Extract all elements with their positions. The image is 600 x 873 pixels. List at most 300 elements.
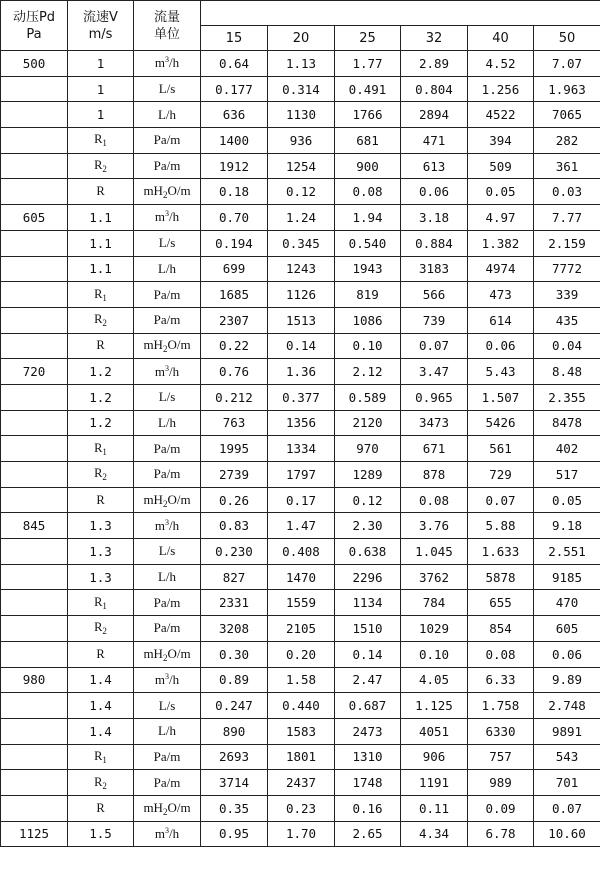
cell-value-size-50: 0.06 (534, 641, 600, 667)
cell-value-size-15: 2331 (201, 590, 268, 616)
cell-velocity: R (68, 333, 134, 359)
cell-value-size-40: 561 (468, 436, 534, 462)
cell-value-size-50: 470 (534, 590, 600, 616)
cell-dynamic-pressure: 845 (1, 513, 68, 539)
cell-value-size-50: 701 (534, 770, 600, 796)
cell-value-size-50: 7065 (534, 102, 600, 128)
cell-velocity: $R_2$ (68, 770, 134, 796)
cell-value-size-20: 1130 (268, 102, 335, 128)
cell-value-size-40: 5.43 (468, 359, 534, 385)
cell-dynamic-pressure: 1125 (1, 821, 68, 847)
cell-unit: L/s (134, 76, 201, 102)
cell-value-size-32: 2894 (401, 102, 468, 128)
cell-unit: L/s (134, 384, 201, 410)
cell-value-size-25: 819 (335, 282, 401, 308)
cell-value-size-32: 471 (401, 128, 468, 154)
cell-value-size-25: 1766 (335, 102, 401, 128)
cell-unit: $mH_2O/m$ (134, 487, 201, 513)
cell-value-size-15: 0.22 (201, 333, 268, 359)
cell-dynamic-pressure (1, 770, 68, 796)
cell-value-size-32: 1.045 (401, 539, 468, 565)
cell-velocity: $R_2$ (68, 616, 134, 642)
cell-value-size-20: 0.23 (268, 795, 335, 821)
cell-dynamic-pressure (1, 102, 68, 128)
cell-value-size-20: 0.440 (268, 693, 335, 719)
cell-value-size-40: 6330 (468, 718, 534, 744)
cell-value-size-20: 1.58 (268, 667, 335, 693)
cell-unit: L/h (134, 102, 201, 128)
cell-unit: L/h (134, 410, 201, 436)
cell-value-size-32: 3183 (401, 256, 468, 282)
table-row (1, 153, 600, 179)
table-row (1, 693, 600, 719)
cell-value-size-25: 900 (335, 153, 401, 179)
cell-value-size-50: 1.963 (534, 76, 600, 102)
cell-value-size-32: 3.47 (401, 359, 468, 385)
cell-value-size-50: 7772 (534, 256, 600, 282)
cell-value-size-15: 0.177 (201, 76, 268, 102)
cell-value-size-20: 1.36 (268, 359, 335, 385)
header-velocity-line1: 流速V (83, 9, 118, 25)
cell-unit: Pa/m (134, 153, 201, 179)
cell-value-size-20: 1583 (268, 718, 335, 744)
cell-dynamic-pressure (1, 744, 68, 770)
cell-value-size-15: 827 (201, 564, 268, 590)
cell-dynamic-pressure (1, 230, 68, 256)
cell-value-size-25: 0.638 (335, 539, 401, 565)
cell-value-size-32: 671 (401, 436, 468, 462)
cell-value-size-32: 878 (401, 462, 468, 488)
cell-value-size-40: 4.97 (468, 205, 534, 231)
cell-value-size-40: 5426 (468, 410, 534, 436)
cell-value-size-32: 0.08 (401, 487, 468, 513)
cell-value-size-20: 2437 (268, 770, 335, 796)
cell-value-size-32: 1029 (401, 616, 468, 642)
cell-unit: L/s (134, 693, 201, 719)
cell-velocity: $R_2$ (68, 462, 134, 488)
cell-value-size-15: 699 (201, 256, 268, 282)
cell-dynamic-pressure (1, 693, 68, 719)
cell-value-size-50: 8478 (534, 410, 600, 436)
table-row (1, 256, 600, 282)
cell-value-size-32: 613 (401, 153, 468, 179)
table-row (1, 641, 600, 667)
cell-unit: Pa/m (134, 436, 201, 462)
cell-unit: $m^3/h$ (134, 667, 201, 693)
cell-value-size-50: 543 (534, 744, 600, 770)
cell-value-size-15: 2739 (201, 462, 268, 488)
cell-value-size-20: 1.70 (268, 821, 335, 847)
table-row (1, 539, 600, 565)
cell-dynamic-pressure (1, 282, 68, 308)
cell-value-size-25: 1289 (335, 462, 401, 488)
cell-value-size-20: 0.377 (268, 384, 335, 410)
cell-velocity: $R_2$ (68, 307, 134, 333)
cell-dynamic-pressure (1, 436, 68, 462)
cell-value-size-20: 1559 (268, 590, 335, 616)
cell-value-size-15: 0.194 (201, 230, 268, 256)
cell-unit: Pa/m (134, 307, 201, 333)
header-size-15: 15 (201, 26, 268, 51)
cell-value-size-32: 3.18 (401, 205, 468, 231)
cell-velocity: 1 (68, 102, 134, 128)
header-size-25: 25 (335, 26, 401, 51)
cell-unit: L/h (134, 256, 201, 282)
cell-unit: L/h (134, 718, 201, 744)
cell-value-size-40: 4522 (468, 102, 534, 128)
cell-dynamic-pressure (1, 616, 68, 642)
cell-value-size-25: 0.491 (335, 76, 401, 102)
cell-value-size-50: 9.89 (534, 667, 600, 693)
cell-dynamic-pressure (1, 410, 68, 436)
cell-value-size-50: 0.05 (534, 487, 600, 513)
cell-value-size-40: 614 (468, 307, 534, 333)
cell-unit: Pa/m (134, 282, 201, 308)
cell-value-size-25: 1134 (335, 590, 401, 616)
cell-value-size-25: 2.47 (335, 667, 401, 693)
cell-value-size-40: 729 (468, 462, 534, 488)
cell-value-size-40: 6.78 (468, 821, 534, 847)
cell-velocity: 1.1 (68, 205, 134, 231)
header-size-50: 50 (534, 26, 600, 51)
cell-unit: $m^3/h$ (134, 205, 201, 231)
cell-value-size-15: 3714 (201, 770, 268, 796)
cell-value-size-32: 0.965 (401, 384, 468, 410)
cell-unit: Pa/m (134, 616, 201, 642)
cell-value-size-40: 473 (468, 282, 534, 308)
cell-value-size-50: 10.60 (534, 821, 600, 847)
cell-dynamic-pressure (1, 333, 68, 359)
table-row (1, 230, 600, 256)
cell-velocity: 1.4 (68, 667, 134, 693)
cell-value-size-15: 0.26 (201, 487, 268, 513)
table-row (1, 128, 600, 154)
cell-value-size-15: 0.83 (201, 513, 268, 539)
cell-value-size-40: 6.33 (468, 667, 534, 693)
cell-value-size-25: 0.589 (335, 384, 401, 410)
table-row (1, 744, 600, 770)
cell-value-size-15: 0.230 (201, 539, 268, 565)
cell-dynamic-pressure (1, 76, 68, 102)
cell-value-size-20: 1126 (268, 282, 335, 308)
cell-value-size-25: 0.08 (335, 179, 401, 205)
cell-value-size-40: 5878 (468, 564, 534, 590)
cell-value-size-20: 1470 (268, 564, 335, 590)
header-flow-unit-line2: 单位 (153, 26, 180, 42)
cell-unit: Pa/m (134, 462, 201, 488)
cell-velocity: $R_1$ (68, 436, 134, 462)
cell-value-size-15: 2307 (201, 307, 268, 333)
cell-value-size-25: 2.65 (335, 821, 401, 847)
cell-dynamic-pressure (1, 128, 68, 154)
table-row (1, 564, 600, 590)
table-row (1, 102, 600, 128)
cell-value-size-20: 1801 (268, 744, 335, 770)
cell-value-size-20: 0.345 (268, 230, 335, 256)
cell-value-size-20: 0.17 (268, 487, 335, 513)
cell-value-size-15: 890 (201, 718, 268, 744)
table-row (1, 487, 600, 513)
cell-value-size-40: 989 (468, 770, 534, 796)
cell-value-size-50: 0.03 (534, 179, 600, 205)
cell-unit: $m^3/h$ (134, 513, 201, 539)
cell-velocity: 1.3 (68, 513, 134, 539)
cell-value-size-15: 0.64 (201, 51, 268, 77)
cell-velocity: R (68, 179, 134, 205)
header-velocity-line2: m/s (88, 26, 113, 42)
cell-value-size-15: 2693 (201, 744, 268, 770)
table-row (1, 513, 600, 539)
cell-value-size-50: 7.77 (534, 205, 600, 231)
cell-value-size-25: 2296 (335, 564, 401, 590)
cell-value-size-25: 2.30 (335, 513, 401, 539)
cell-value-size-15: 0.212 (201, 384, 268, 410)
cell-velocity: 1.3 (68, 564, 134, 590)
cell-value-size-40: 509 (468, 153, 534, 179)
cell-value-size-50: 435 (534, 307, 600, 333)
cell-value-size-15: 3208 (201, 616, 268, 642)
cell-velocity: R (68, 795, 134, 821)
cell-value-size-40: 1.633 (468, 539, 534, 565)
cell-value-size-40: 5.88 (468, 513, 534, 539)
table-body (1, 51, 600, 847)
cell-dynamic-pressure (1, 539, 68, 565)
cell-value-size-50: 2.355 (534, 384, 600, 410)
cell-unit: Pa/m (134, 590, 201, 616)
table-row (1, 282, 600, 308)
table-row (1, 410, 600, 436)
cell-value-size-50: 7.07 (534, 51, 600, 77)
cell-velocity: 1.3 (68, 539, 134, 565)
cell-unit: $m^3/h$ (134, 359, 201, 385)
cell-value-size-40: 655 (468, 590, 534, 616)
cell-value-size-50: 9891 (534, 718, 600, 744)
cell-value-size-32: 4.34 (401, 821, 468, 847)
table-row (1, 384, 600, 410)
cell-value-size-20: 936 (268, 128, 335, 154)
cell-value-size-40: 0.08 (468, 641, 534, 667)
cell-dynamic-pressure (1, 641, 68, 667)
cell-dynamic-pressure: 605 (1, 205, 68, 231)
table-row (1, 359, 600, 385)
table-row (1, 590, 600, 616)
cell-unit: $m^3/h$ (134, 821, 201, 847)
cell-value-size-32: 3.76 (401, 513, 468, 539)
cell-velocity: $R_1$ (68, 282, 134, 308)
cell-velocity: $R_1$ (68, 590, 134, 616)
cell-velocity: $R_2$ (68, 153, 134, 179)
cell-value-size-15: 0.89 (201, 667, 268, 693)
cell-value-size-32: 4051 (401, 718, 468, 744)
cell-value-size-40: 757 (468, 744, 534, 770)
cell-dynamic-pressure (1, 307, 68, 333)
header-size-20: 20 (268, 26, 335, 51)
cell-value-size-20: 0.14 (268, 333, 335, 359)
cell-unit: $m^3/h$ (134, 51, 201, 77)
cell-value-size-25: 2120 (335, 410, 401, 436)
cell-value-size-50: 361 (534, 153, 600, 179)
cell-value-size-32: 1.125 (401, 693, 468, 719)
cell-dynamic-pressure (1, 795, 68, 821)
cell-dynamic-pressure (1, 487, 68, 513)
cell-velocity: 1.1 (68, 256, 134, 282)
cell-value-size-15: 0.76 (201, 359, 268, 385)
cell-value-size-25: 0.12 (335, 487, 401, 513)
table-row (1, 76, 600, 102)
cell-velocity: 1.4 (68, 693, 134, 719)
cell-velocity: 1.2 (68, 384, 134, 410)
cell-value-size-20: 1254 (268, 153, 335, 179)
cell-value-size-20: 0.408 (268, 539, 335, 565)
header-flow-unit-line1: 流量 (153, 9, 180, 25)
table-row (1, 436, 600, 462)
cell-velocity: 1 (68, 76, 134, 102)
table-row (1, 462, 600, 488)
cell-value-size-15: 1912 (201, 153, 268, 179)
cell-value-size-20: 1.47 (268, 513, 335, 539)
cell-value-size-25: 0.540 (335, 230, 401, 256)
cell-value-size-50: 339 (534, 282, 600, 308)
cell-value-size-50: 2.551 (534, 539, 600, 565)
cell-value-size-50: 282 (534, 128, 600, 154)
cell-value-size-32: 566 (401, 282, 468, 308)
cell-dynamic-pressure (1, 153, 68, 179)
cell-value-size-15: 0.247 (201, 693, 268, 719)
cell-value-size-32: 2.89 (401, 51, 468, 77)
cell-dynamic-pressure: 500 (1, 51, 68, 77)
table-row (1, 51, 600, 77)
cell-velocity: 1.1 (68, 230, 134, 256)
cell-value-size-40: 0.05 (468, 179, 534, 205)
table-row (1, 718, 600, 744)
cell-value-size-32: 906 (401, 744, 468, 770)
cell-value-size-25: 681 (335, 128, 401, 154)
cell-value-size-20: 0.314 (268, 76, 335, 102)
cell-unit: L/s (134, 539, 201, 565)
cell-unit: Pa/m (134, 128, 201, 154)
cell-value-size-25: 0.14 (335, 641, 401, 667)
cell-value-size-40: 0.06 (468, 333, 534, 359)
cell-dynamic-pressure (1, 590, 68, 616)
cell-value-size-25: 1.77 (335, 51, 401, 77)
cell-value-size-15: 636 (201, 102, 268, 128)
cell-value-size-25: 2.12 (335, 359, 401, 385)
cell-value-size-25: 1943 (335, 256, 401, 282)
cell-value-size-25: 0.16 (335, 795, 401, 821)
cell-value-size-20: 1797 (268, 462, 335, 488)
cell-value-size-15: 1685 (201, 282, 268, 308)
cell-unit: $mH_2O/m$ (134, 179, 201, 205)
table-row (1, 667, 600, 693)
cell-value-size-15: 763 (201, 410, 268, 436)
cell-value-size-32: 0.06 (401, 179, 468, 205)
header-dynamic-pressure-line2: Pa (26, 26, 42, 42)
table-row (1, 307, 600, 333)
cell-value-size-32: 0.884 (401, 230, 468, 256)
cell-value-size-50: 605 (534, 616, 600, 642)
cell-value-size-25: 1310 (335, 744, 401, 770)
cell-value-size-20: 1334 (268, 436, 335, 462)
cell-unit: $mH_2O/m$ (134, 641, 201, 667)
cell-value-size-32: 0.07 (401, 333, 468, 359)
cell-value-size-50: 9.18 (534, 513, 600, 539)
cell-value-size-32: 784 (401, 590, 468, 616)
cell-value-size-15: 0.70 (201, 205, 268, 231)
cell-velocity: $R_1$ (68, 128, 134, 154)
header-size-40: 40 (468, 26, 534, 51)
cell-unit: Pa/m (134, 770, 201, 796)
table-row (1, 333, 600, 359)
table-row (1, 179, 600, 205)
cell-dynamic-pressure (1, 718, 68, 744)
cell-value-size-20: 1356 (268, 410, 335, 436)
table-row (1, 795, 600, 821)
cell-unit: $mH_2O/m$ (134, 795, 201, 821)
cell-value-size-15: 0.30 (201, 641, 268, 667)
cell-value-size-32: 3762 (401, 564, 468, 590)
cell-value-size-50: 2.748 (534, 693, 600, 719)
cell-dynamic-pressure (1, 179, 68, 205)
table-row (1, 770, 600, 796)
cell-velocity: 1 (68, 51, 134, 77)
cell-value-size-32: 4.05 (401, 667, 468, 693)
cell-value-size-50: 517 (534, 462, 600, 488)
cell-dynamic-pressure: 720 (1, 359, 68, 385)
cell-velocity: $R_1$ (68, 744, 134, 770)
cell-value-size-50: 9185 (534, 564, 600, 590)
header-velocity (68, 1, 134, 51)
cell-value-size-50: 0.04 (534, 333, 600, 359)
cell-value-size-20: 0.20 (268, 641, 335, 667)
cell-dynamic-pressure (1, 462, 68, 488)
cell-dynamic-pressure (1, 384, 68, 410)
cell-value-size-15: 1995 (201, 436, 268, 462)
cell-unit: L/s (134, 230, 201, 256)
cell-velocity: R (68, 487, 134, 513)
cell-value-size-32: 1191 (401, 770, 468, 796)
cell-value-size-20: 1513 (268, 307, 335, 333)
cell-value-size-25: 0.687 (335, 693, 401, 719)
cell-value-size-25: 1510 (335, 616, 401, 642)
cell-value-size-50: 2.159 (534, 230, 600, 256)
cell-value-size-40: 0.09 (468, 795, 534, 821)
cell-value-size-25: 1748 (335, 770, 401, 796)
cell-value-size-50: 0.07 (534, 795, 600, 821)
cell-value-size-40: 1.256 (468, 76, 534, 102)
cell-value-size-40: 394 (468, 128, 534, 154)
cell-value-size-40: 0.07 (468, 487, 534, 513)
cell-value-size-32: 0.10 (401, 641, 468, 667)
cell-value-size-20: 1243 (268, 256, 335, 282)
table-row (1, 616, 600, 642)
cell-value-size-32: 0.804 (401, 76, 468, 102)
cell-value-size-40: 4974 (468, 256, 534, 282)
cell-value-size-20: 1.24 (268, 205, 335, 231)
cell-value-size-25: 970 (335, 436, 401, 462)
cell-value-size-40: 1.382 (468, 230, 534, 256)
cell-dynamic-pressure (1, 564, 68, 590)
cell-value-size-25: 2473 (335, 718, 401, 744)
cell-value-size-15: 1400 (201, 128, 268, 154)
cell-value-size-20: 0.12 (268, 179, 335, 205)
cell-value-size-20: 2105 (268, 616, 335, 642)
cell-value-size-40: 854 (468, 616, 534, 642)
cell-dynamic-pressure: 980 (1, 667, 68, 693)
cell-value-size-40: 1.507 (468, 384, 534, 410)
cell-value-size-50: 402 (534, 436, 600, 462)
cell-value-size-20: 1.13 (268, 51, 335, 77)
cell-velocity: R (68, 641, 134, 667)
